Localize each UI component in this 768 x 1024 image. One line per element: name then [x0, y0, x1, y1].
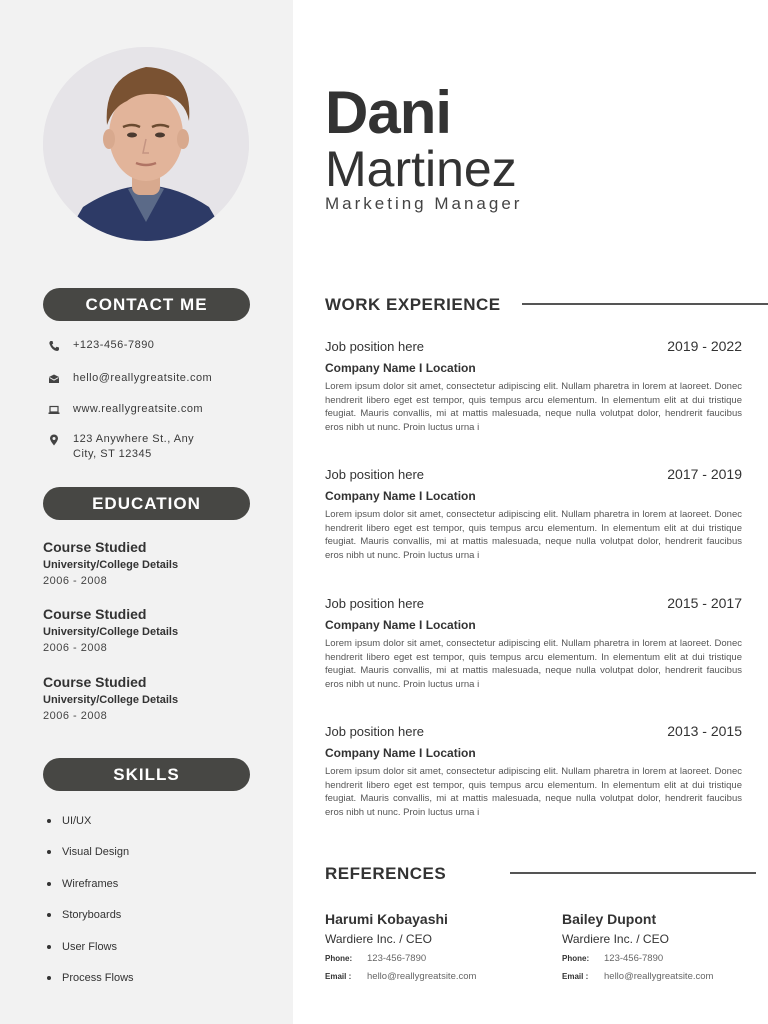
bullet-icon — [47, 850, 51, 854]
education-item — [43, 605, 273, 655]
job-position: Job position here — [325, 596, 425, 611]
reference-email — [325, 970, 525, 984]
job-entry — [325, 338, 742, 435]
job-position: Job position here — [325, 467, 425, 482]
job-description: Lorem ipsum dolor sit amet, consectetur adipiscing elit. Nullam pharetra in lorem at laoreet. Donec hendrerit libero eget est tempor, quis tempus arcu elementum. In elementum elit at dui tristique feugiat. Mauris convallis, mi at mattis malesuada, neque nulla volutpat dolor, hendrerit faucibus eros nibh ut nunc. Proin luctus urna i — [325, 509, 742, 562]
last-name: Martinez — [325, 141, 517, 197]
bullet-icon — [47, 913, 51, 917]
contact-website — [46, 402, 276, 417]
email-value[interactable]: hello@reallygreatsite.com — [604, 971, 714, 982]
job-years: 2017 - 2019 — [667, 466, 742, 482]
school-name: University/College Details — [43, 559, 179, 571]
location-pin-icon — [46, 432, 62, 447]
reference-card — [562, 910, 762, 984]
job-company: Company Name I Location — [325, 746, 476, 760]
education-years: 2006 - 2008 — [43, 575, 108, 587]
skill-label: Storyboards — [62, 909, 122, 921]
contact-email-text[interactable]: hello@reallygreatsite.com — [73, 372, 213, 384]
job-description: Lorem ipsum dolor sit amet, consectetur adipiscing elit. Nullam pharetra in lorem at laoreet. Donec hendrerit libero eget est tempor, quis tempus arcu elementum. In elementum elit at dui tristique feugiat. Mauris convallis, mi at mattis malesuada, neque nulla volutpat dolor, hendrerit faucibus eros nibh ut nunc. Proin luctus urna i — [325, 381, 742, 434]
skill-item — [47, 845, 129, 859]
contact-address — [46, 432, 276, 462]
job-entry — [325, 595, 742, 692]
skill-item — [47, 940, 117, 954]
reference-phone — [325, 952, 525, 966]
first-name: Dani — [325, 79, 452, 146]
address-line-2: City, ST 12345 — [73, 448, 152, 460]
bullet-icon — [47, 882, 51, 886]
reference-role: Wardiere Inc. / CEO — [562, 932, 669, 946]
skill-label: Visual Design — [62, 846, 130, 858]
phone-value: 123-456-7890 — [604, 953, 664, 964]
job-entry — [325, 723, 742, 820]
email-label: Email : — [325, 972, 352, 981]
skill-label: Process Flows — [62, 972, 134, 984]
skill-item — [47, 877, 118, 891]
job-position: Job position here — [325, 339, 425, 354]
course-name: Course Studied — [43, 606, 147, 622]
reference-role: Wardiere Inc. / CEO — [325, 932, 432, 946]
job-company: Company Name I Location — [325, 361, 476, 375]
job-title: Marketing Manager — [325, 194, 523, 213]
job-company: Company Name I Location — [325, 618, 476, 632]
job-years: 2015 - 2017 — [667, 595, 742, 611]
bullet-icon — [47, 945, 51, 949]
section-divider — [522, 303, 768, 305]
reference-name: Bailey Dupont — [562, 911, 657, 927]
address-line-1: 123 Anywhere St., Any — [73, 433, 195, 445]
skill-label: Wireframes — [62, 878, 119, 890]
contact-address-text — [73, 432, 194, 462]
bullet-icon — [47, 819, 51, 823]
phone-icon — [46, 338, 62, 353]
laptop-icon — [46, 402, 62, 417]
job-years: 2013 - 2015 — [667, 723, 742, 739]
references-heading: REFERENCES — [325, 864, 447, 883]
education-item — [43, 538, 273, 588]
education-years: 2006 - 2008 — [43, 642, 108, 654]
job-description: Lorem ipsum dolor sit amet, consectetur adipiscing elit. Nullam pharetra in lorem at laoreet. Donec hendrerit libero eget est tempor, quis tempus arcu elementum. In elementum elit at dui tristique feugiat. Mauris convallis, mi at mattis malesuada, neque nulla volutpat dolor, hendrerit faucibus eros nibh ut nunc. Proin luctus urna i — [325, 638, 742, 691]
email-label: Email : — [562, 972, 589, 981]
email-value[interactable]: hello@reallygreatsite.com — [367, 971, 477, 982]
reference-phone — [562, 952, 762, 966]
education-years: 2006 - 2008 — [43, 710, 108, 722]
bullet-icon — [47, 976, 51, 980]
job-description: Lorem ipsum dolor sit amet, consectetur adipiscing elit. Nullam pharetra in lorem at laoreet. Donec hendrerit libero eget est tempor, quis tempus arcu elementum. In elementum elit at dui tristique feugiat. Mauris convallis, mi at mattis malesuada, neque nulla volutpat dolor, hendrerit faucibus eros nibh ut nunc. Proin luctus urna i — [325, 766, 742, 819]
school-name: University/College Details — [43, 626, 179, 638]
reference-name: Harumi Kobayashi — [325, 911, 448, 927]
job-entry — [325, 466, 742, 563]
section-divider — [510, 872, 756, 874]
contact-heading: CONTACT ME — [43, 288, 250, 321]
phone-value: 123-456-7890 — [367, 953, 427, 964]
education-heading: EDUCATION — [43, 487, 250, 520]
phone-label: Phone: — [562, 954, 590, 963]
skill-label: User Flows — [62, 941, 118, 953]
contact-website-text[interactable]: www.reallygreatsite.com — [73, 403, 204, 415]
work-experience-heading: WORK EXPERIENCE — [325, 295, 501, 314]
contact-email — [46, 371, 276, 386]
job-company: Company Name I Location — [325, 489, 476, 503]
phone-label: Phone: — [325, 954, 353, 963]
skill-item — [47, 814, 91, 828]
skills-heading: SKILLS — [43, 758, 250, 791]
contact-phone — [46, 338, 276, 353]
skill-item — [47, 971, 134, 985]
school-name: University/College Details — [43, 694, 179, 706]
profile-photo — [43, 47, 249, 241]
job-position: Job position here — [325, 724, 425, 739]
skill-label: UI/UX — [62, 815, 92, 827]
job-years: 2019 - 2022 — [667, 338, 742, 354]
course-name: Course Studied — [43, 539, 147, 555]
education-item — [43, 673, 273, 723]
course-name: Course Studied — [43, 674, 147, 690]
contact-phone-text: +123-456-7890 — [73, 339, 155, 351]
reference-card — [325, 910, 525, 984]
skill-item — [47, 908, 121, 922]
envelope-icon — [46, 371, 62, 386]
reference-email — [562, 970, 762, 984]
